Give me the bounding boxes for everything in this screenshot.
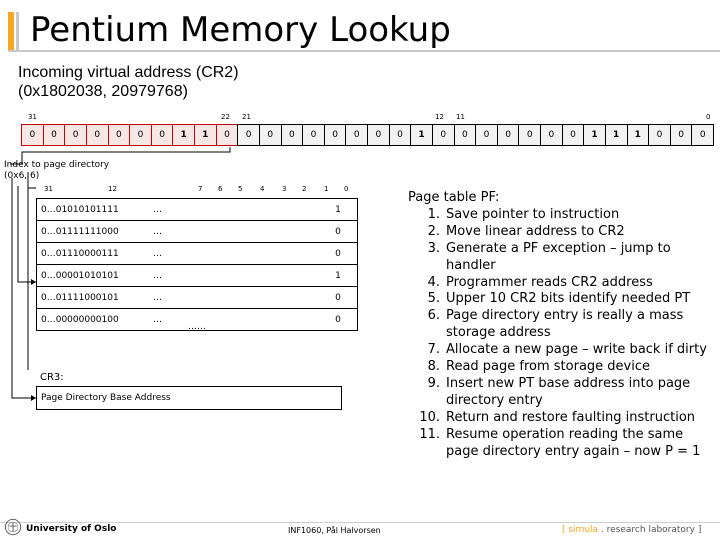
entry-middle-bits: …	[153, 314, 162, 325]
address-bit: 0	[259, 124, 282, 146]
entry-bit-7: 7	[198, 185, 203, 193]
entry-present-bit: 0	[335, 292, 341, 303]
index-label-line1: Index to page directory	[4, 160, 110, 170]
bit-position-21: 21	[242, 113, 251, 121]
step-item	[406, 410, 718, 427]
entry-bit-6: 6	[218, 185, 223, 193]
page-directory-table	[36, 198, 358, 331]
entry-present-bit: 1	[335, 204, 341, 215]
step-number: 3.	[427, 240, 440, 256]
step-item	[406, 241, 718, 275]
address-bit: 0	[43, 124, 66, 146]
bit-position-0: 0	[706, 113, 711, 121]
university-seal-icon	[4, 518, 22, 536]
entry-bit-0: 0	[344, 185, 349, 193]
entry-bit-5: 5	[238, 185, 243, 193]
address-bit: 0	[454, 124, 477, 146]
address-bit: 0	[324, 124, 347, 146]
footer-university: University of Oslo	[26, 524, 117, 534]
step-text: Resume operation reading the same page directory entry again – now P = 1	[446, 426, 701, 459]
bit-position-31: 31	[28, 113, 37, 121]
entry-present-bit: 0	[335, 314, 341, 325]
entry-bit-2: 2	[302, 185, 307, 193]
index-connector-row6	[18, 186, 36, 282]
address-bit: 0	[151, 124, 174, 146]
page-directory-entry	[36, 264, 358, 286]
address-bit: 0	[281, 124, 304, 146]
address-bit: 0	[475, 124, 498, 146]
address-bit: 0	[389, 124, 412, 146]
step-item	[406, 275, 718, 292]
footer-lab	[562, 525, 701, 535]
step-number: 7.	[427, 342, 440, 358]
step-text: Programmer reads CR2 address	[446, 274, 653, 290]
step-item	[406, 308, 718, 342]
address-bit: 0	[21, 124, 44, 146]
address-bit: 0	[497, 124, 520, 146]
bit-position-11: 11	[456, 113, 465, 121]
entry-address: 0…01111000101	[41, 292, 119, 303]
step-text: Allocate a new page – write back if dirty	[446, 342, 707, 358]
address-bit: 0	[64, 124, 87, 146]
cr3-value: Page Directory Base Address	[41, 393, 171, 403]
page-directory-entry	[36, 242, 358, 264]
entry-bit-4: 4	[260, 185, 265, 193]
incoming-address-label: Incoming virtual address (CR2)	[18, 64, 239, 81]
step-item	[406, 224, 718, 241]
step-number: 1.	[427, 206, 440, 222]
entry-address: 0…00000000100	[41, 314, 119, 325]
entry-address: 0…00001010101	[41, 270, 119, 281]
step-item	[406, 376, 718, 410]
step-text: Save pointer to instruction	[446, 206, 620, 222]
step-text: Upper 10 CR2 bits identify needed PT	[446, 291, 691, 307]
address-bit: 0	[648, 124, 671, 146]
address-bit: 0	[216, 124, 239, 146]
step-text: Page directory entry is really a mass storage address	[446, 308, 684, 341]
page-title: Pentium Memory Lookup	[30, 10, 451, 50]
entry-middle-bits: …	[153, 292, 162, 303]
cr3-label: CR3:	[40, 372, 64, 383]
address-bit: 0	[670, 124, 693, 146]
step-text: Move linear address to CR2	[446, 223, 625, 239]
cr3-register	[36, 386, 342, 410]
step-number: 5.	[427, 291, 440, 307]
index-label-line2: (0x6, 6)	[4, 171, 40, 181]
address-bit: 0	[302, 124, 325, 146]
entry-address: 0…01110000111	[41, 248, 119, 259]
step-item	[406, 207, 718, 224]
step-number: 6.	[427, 308, 440, 324]
step-number: 9.	[427, 375, 440, 391]
step-item	[406, 342, 718, 359]
entry-bit-3: 3	[282, 185, 287, 193]
step-number: 2.	[427, 223, 440, 239]
entry-address: 0…01111111000	[41, 226, 119, 237]
address-bit: 0	[367, 124, 390, 146]
step-number: 10.	[419, 409, 440, 425]
address-bit: 0	[540, 124, 563, 146]
step-item	[406, 291, 718, 308]
cr3-connector	[12, 178, 36, 398]
step-number: 11.	[419, 426, 440, 442]
step-item	[406, 427, 718, 461]
page-directory-entry	[36, 198, 358, 220]
entry-present-bit: 1	[335, 270, 341, 281]
address-bit: 1	[410, 124, 433, 146]
address-bit: 1	[605, 124, 628, 146]
page-fault-steps	[406, 190, 718, 461]
address-bit: 0	[432, 124, 455, 146]
address-bit: 0	[237, 124, 260, 146]
address-bit: 0	[345, 124, 368, 146]
address-bit: 0	[108, 124, 131, 146]
page-directory-more: ……	[188, 322, 206, 332]
step-text: Read page from storage device	[446, 359, 651, 375]
entry-address: 0…01010101111	[41, 204, 119, 215]
footer-lab-suffix: . research laboratory ]	[598, 525, 702, 535]
address-bit: 0	[86, 124, 109, 146]
steps-list	[406, 207, 718, 461]
entry-present-bit: 0	[335, 226, 341, 237]
entry-bit-31: 31	[44, 185, 53, 193]
entry-middle-bits: …	[153, 248, 162, 259]
step-text: Insert new PT base address into page directory entry	[446, 375, 691, 408]
address-bit: 1	[172, 124, 195, 146]
address-bit: 0	[691, 124, 714, 146]
address-bit: 1	[194, 124, 217, 146]
step-text: Generate a PF exception – jump to handler	[446, 240, 671, 273]
bit-position-22: 22	[221, 113, 230, 121]
entry-bit-12: 12	[108, 185, 117, 193]
page-directory-entry	[36, 286, 358, 308]
address-bit: 1	[583, 124, 606, 146]
page-directory-entry	[36, 220, 358, 242]
footer-course: INF1060, Pål Halvorsen	[288, 526, 381, 535]
entry-present-bit: 0	[335, 248, 341, 259]
entry-middle-bits: …	[153, 204, 162, 215]
entry-bit-1: 1	[324, 185, 329, 193]
address-bit: 0	[129, 124, 152, 146]
address-bit: 0	[562, 124, 585, 146]
step-text: Return and restore faulting instruction	[446, 409, 696, 425]
step-number: 8.	[427, 359, 440, 375]
entry-middle-bits: …	[153, 226, 162, 237]
incoming-address-values: (0x1802038, 20979768)	[18, 83, 188, 100]
steps-heading: Page table PF:	[408, 190, 500, 205]
entry-middle-bits: …	[153, 270, 162, 281]
address-bit: 0	[518, 124, 541, 146]
bit-position-12: 12	[435, 113, 444, 121]
step-item	[406, 359, 718, 376]
bits-to-index-connector	[10, 147, 230, 164]
footer-divider	[0, 522, 720, 523]
step-number: 4.	[427, 274, 440, 290]
footer-lab-prefix: [ simula	[562, 525, 599, 535]
address-bit: 1	[627, 124, 650, 146]
